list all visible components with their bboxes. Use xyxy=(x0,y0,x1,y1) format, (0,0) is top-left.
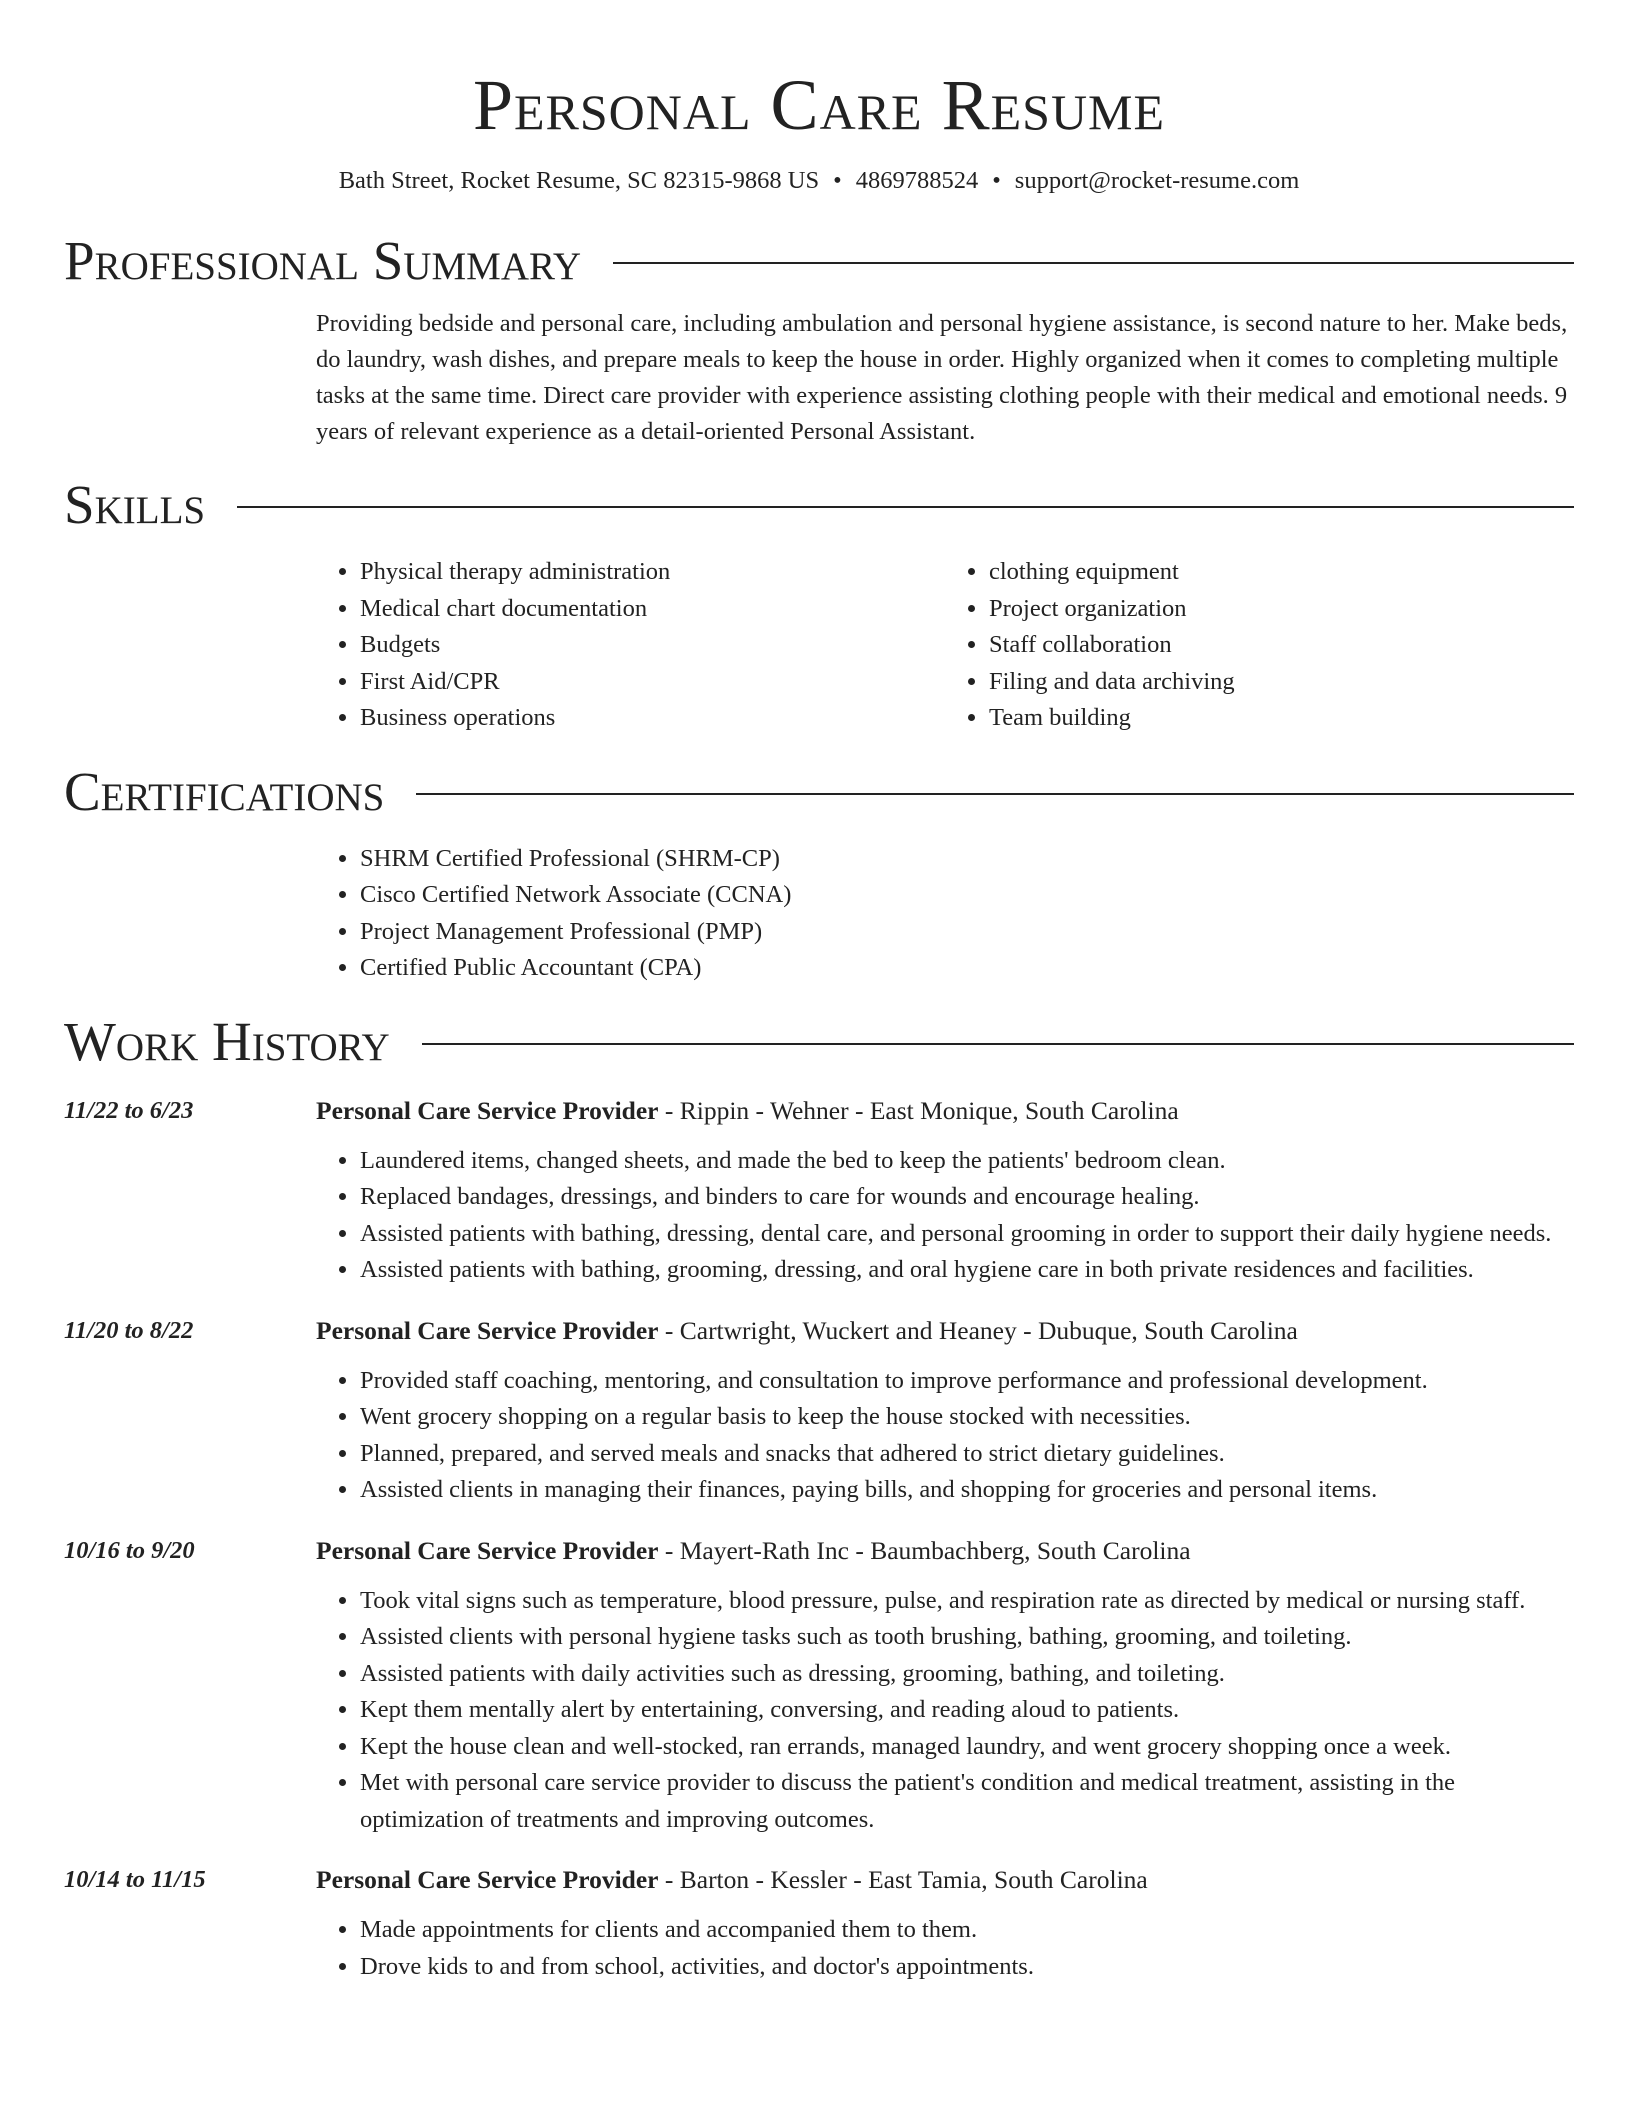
summary-text: Providing bedside and personal care, including ambulation and personal hygiene assistance, is second nature to her. Make beds, do laundry, wash dishes, and prepare meals to keep the house in order. Highly organized when it comes to completing multiple tasks at the same time. Direct care provider with experience assisting clothing people with their medical and emotional needs. 9 years of relevant experience as a detail-oriented Personal Assistant. xyxy=(316,310,1568,445)
job-entry xyxy=(64,1313,1574,1509)
job-heading xyxy=(316,1533,1574,1569)
job-bullet: • Laundered items, changed sheets, and made the bed to keep the patients' bedroom clean. xyxy=(360,1143,1574,1180)
certifications-section xyxy=(64,759,1574,987)
job-title: Personal Care Service Provider xyxy=(316,1865,659,1894)
contact-email[interactable]: support@rocket-resume.com xyxy=(1014,167,1300,194)
job-title: Personal Care Service Provider xyxy=(316,1535,659,1565)
job-bullet: • Made appointments for clients and accompanied them to them. xyxy=(360,1912,1574,1949)
job-details: - Barton - Kessler - East Tamia, South Carolina xyxy=(658,1865,1148,1894)
job-bullets xyxy=(316,1363,1574,1509)
job-entry xyxy=(64,1862,1574,1985)
job-bullet: • Kept them mentally alert by entertaining, conversing, and reading aloud to patients. xyxy=(360,1692,1574,1729)
job-bullet: • Went grocery shopping on a regular basis to keep the house stocked with necessities. xyxy=(360,1399,1574,1436)
certification-item: • SHRM Certified Professional (SHRM-CP) xyxy=(360,841,1574,878)
contact-separator: • xyxy=(833,167,842,194)
skill-item: • Filing and data archiving xyxy=(989,664,1574,701)
certification-item: • Project Management Professional (PMP) xyxy=(360,914,1574,951)
skill-item: • Budgets xyxy=(360,627,945,664)
contact-phone: 4869788524 xyxy=(855,167,979,194)
certification-item: • Certified Public Accountant (CPA) xyxy=(360,950,1574,987)
job-bullet: • Replaced bandages, dressings, and binders to care for wounds and encourage healing. xyxy=(360,1179,1574,1216)
contact-line xyxy=(64,164,1574,198)
skills-grid xyxy=(316,554,1574,737)
job-entry xyxy=(64,1093,1574,1289)
summary-title: Professional Summary xyxy=(64,230,582,291)
skills-header xyxy=(64,472,1574,538)
skill-item: • Project organization xyxy=(989,591,1574,628)
job-bullets xyxy=(316,1583,1574,1839)
job-body xyxy=(316,1093,1574,1289)
certifications-body xyxy=(316,841,1574,987)
summary-header xyxy=(64,228,1574,294)
job-bullet: • Kept the house clean and well-stocked, ran errands, managed laundry, and went grocery shopping once a week. xyxy=(360,1729,1574,1766)
section-divider xyxy=(416,793,1574,795)
job-body xyxy=(316,1313,1574,1509)
work-history-title: Work History xyxy=(64,1010,390,1072)
skill-item: • Medical chart documentation xyxy=(360,591,945,628)
skill-item: • First Aid/CPR xyxy=(360,664,945,701)
work-history-section xyxy=(64,1009,1574,1986)
skills-left-list xyxy=(316,554,945,737)
job-title: Personal Care Service Provider xyxy=(316,1095,659,1125)
job-bullet: • Met with personal care service provider to discuss the patient's condition and medical treatment, assisting in the optimization of treatments and improving outcomes. xyxy=(360,1765,1574,1838)
job-bullet: • Drove kids to and from school, activities, and doctor's appointments. xyxy=(360,1949,1574,1986)
resume-page xyxy=(64,0,1574,2009)
skill-item: • Physical therapy administration xyxy=(360,554,945,591)
certifications-header xyxy=(64,759,1574,825)
contact-separator: • xyxy=(992,167,1001,194)
job-entry xyxy=(64,1533,1574,1839)
job-bullet: • Assisted patients with daily activities such as dressing, grooming, bathing, and toileting. xyxy=(360,1656,1574,1693)
job-details: - Mayert-Rath Inc - Baumbachberg, South Carolina xyxy=(658,1535,1191,1565)
job-heading xyxy=(316,1862,1574,1898)
job-details: - Rippin - Wehner - East Monique, South Carolina xyxy=(658,1095,1179,1125)
summary-section xyxy=(64,228,1574,450)
job-bullet: • Planned, prepared, and served meals and snacks that adhered to strict dietary guidelines. xyxy=(360,1436,1574,1473)
section-divider xyxy=(422,1043,1574,1045)
section-divider xyxy=(237,506,1574,508)
job-bullet: • Assisted patients with bathing, grooming, dressing, and oral hygiene care in both private residences and facilities. xyxy=(360,1252,1574,1289)
job-bullet: • Assisted clients in managing their finances, paying bills, and shopping for groceries and personal items. xyxy=(360,1472,1574,1509)
job-dates: 10/16 to 9/20 xyxy=(64,1536,195,1564)
job-details: - Cartwright, Wuckert and Heaney - Dubuque, South Carolina xyxy=(658,1315,1298,1345)
contact-address: Bath Street, Rocket Resume, SC 82315-9868 US xyxy=(338,167,820,194)
job-body xyxy=(316,1862,1574,1985)
skills-title: Skills xyxy=(64,474,206,535)
job-dates: 11/22 to 6/23 xyxy=(64,1096,194,1124)
job-dates: 10/14 to 11/15 xyxy=(64,1866,206,1893)
certifications-title: Certifications xyxy=(64,760,385,822)
job-bullets xyxy=(316,1912,1574,1985)
job-heading xyxy=(316,1093,1574,1129)
skills-right-list xyxy=(945,554,1574,737)
job-body xyxy=(316,1533,1574,1839)
skill-item: • Team building xyxy=(989,700,1574,737)
work-history-header xyxy=(64,1009,1574,1075)
job-dates: 11/20 to 8/22 xyxy=(64,1316,194,1344)
job-title: Personal Care Service Provider xyxy=(316,1315,659,1345)
job-bullets xyxy=(316,1143,1574,1289)
resume-name: Personal Care Resume xyxy=(472,65,1166,145)
skills-section xyxy=(64,472,1574,737)
skills-body xyxy=(316,554,1574,737)
job-bullet: • Provided staff coaching, mentoring, and consultation to improve performance and professional development. xyxy=(360,1363,1574,1400)
certifications-list xyxy=(316,841,1574,987)
skill-item: • Staff collaboration xyxy=(989,627,1574,664)
job-heading xyxy=(316,1313,1574,1349)
jobs-list xyxy=(64,1093,1574,1986)
skill-item: • Business operations xyxy=(360,700,945,737)
certification-item: • Cisco Certified Network Associate (CCNA) xyxy=(360,877,1574,914)
summary-body xyxy=(316,306,1574,450)
job-bullet: • Assisted patients with bathing, dressing, dental care, and personal grooming in order to support their daily hygiene needs. xyxy=(360,1216,1574,1253)
job-bullet: • Took vital signs such as temperature, blood pressure, pulse, and respiration rate as directed by medical or nursing staff. xyxy=(360,1583,1574,1620)
section-divider xyxy=(613,262,1574,264)
job-bullet: • Assisted clients with personal hygiene tasks such as tooth brushing, bathing, grooming, and toileting. xyxy=(360,1619,1574,1656)
skill-item: • clothing equipment xyxy=(989,554,1574,591)
